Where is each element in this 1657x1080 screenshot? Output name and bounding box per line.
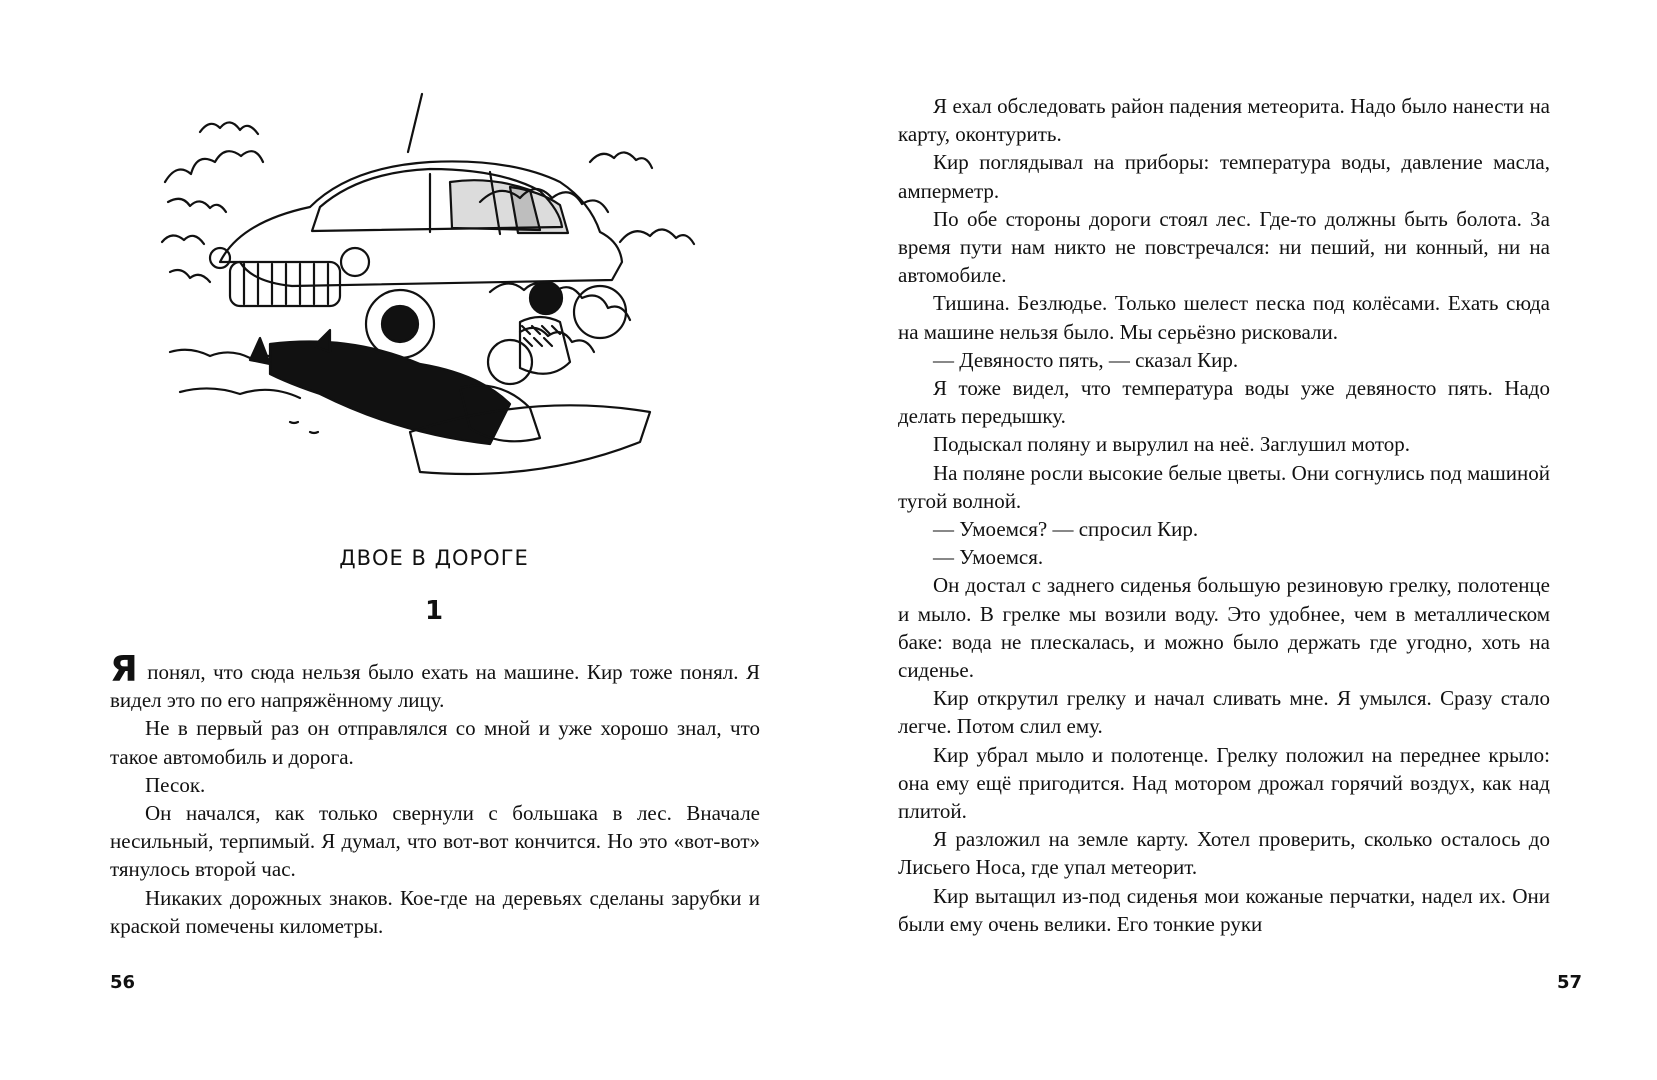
paragraph: Кир убрал мыло и полотенце. Грелку положил на переднее крыло: она ему ещё пригодится. Над мотором дрожал горячий воздух, как над плитой. bbox=[898, 742, 1550, 824]
right-page bbox=[828, 0, 1657, 1080]
paragraph: По обе стороны дороги стоял лес. Где-то должны быть болота. За время пути нам никто не повстречался: ни пеший, ни конный, ни на автомобиле. bbox=[898, 206, 1550, 288]
paragraph: Песок. bbox=[145, 772, 206, 797]
paragraph: Кир открутил грелку и начал сливать мне. Я умылся. Сразу стало легче. Потом слил ему. bbox=[898, 686, 1550, 739]
paragraph: — Девяносто пять, — сказал Кир. bbox=[933, 347, 1239, 372]
chapter-title: ДВОЕ В ДОРОГЕ bbox=[339, 546, 529, 570]
car-illustration bbox=[160, 92, 700, 512]
chapter-number: 1 bbox=[424, 596, 444, 626]
paragraph: — Умоемся. bbox=[933, 545, 1044, 570]
page-number: 56 bbox=[110, 972, 136, 993]
paragraph: Тишина. Безлюдье. Только шелест песка под колёсами. Ехать сюда на машине нельзя было. Мы серьёзно рисковали. bbox=[898, 291, 1550, 344]
dropcap-letter: Я bbox=[110, 649, 138, 690]
left-page-text bbox=[110, 649, 760, 940]
paragraph: Кир поглядывал на приборы: температура воды, давление масла, амперметр. bbox=[898, 150, 1550, 203]
paragraph: Я разложил на земле карту. Хотел проверить, сколько осталось до Лисьего Носа, где упал метеорит. bbox=[898, 827, 1550, 880]
left-page bbox=[0, 0, 828, 1080]
paragraph: Я ехал обследовать район падения метеорита. Надо было нанести на карту, оконтурить. bbox=[898, 94, 1550, 147]
paragraph: Я тоже видел, что температура воды уже девяносто пять. Надо делать передышку. bbox=[898, 376, 1550, 429]
paragraph: Не в первый раз он отправлялся со мной и уже хорошо знал, что такое автомобиль и дорога. bbox=[110, 716, 760, 769]
paragraph bbox=[110, 649, 760, 714]
right-page-text bbox=[898, 92, 1550, 938]
paragraph: На поляне росли высокие белые цветы. Они согнулись под машиной тугой волной. bbox=[898, 460, 1550, 513]
paragraph: — Умоемся? — спросил Кир. bbox=[933, 517, 1199, 542]
paragraph: Кир вытащил из-под сиденья мои кожаные перчатки, надел их. Они были ему очень велики. Его тонкие руки bbox=[898, 883, 1550, 936]
paragraph: Он достал с заднего сиденья большую резиновую грелку, полотенце и мыло. В грелке мы возили воду. Это удобнее, чем в металлическом баке: вода не плескалась, и можно было держать где угодно, хоть на сиденье. bbox=[898, 573, 1550, 683]
paragraph-text: понял, что сюда нельзя было ехать на машине. Кир тоже понял. Я видел это по его напряжённому лицу. bbox=[110, 660, 760, 713]
page-number: 57 bbox=[1556, 972, 1582, 993]
paragraph: Никаких дорожных знаков. Кое-где на деревьях сделаны зарубки и краской помечены километры. bbox=[110, 885, 760, 938]
paragraph: Подыскал поляну и вырулил на неё. Заглушил мотор. bbox=[933, 432, 1411, 457]
paragraph: Он начался, как только свернули с большака в лес. Вначале несильный, терпимый. Я думал, что вот-вот кончится. Но это «вот-вот» тянулось второй час. bbox=[110, 801, 760, 882]
